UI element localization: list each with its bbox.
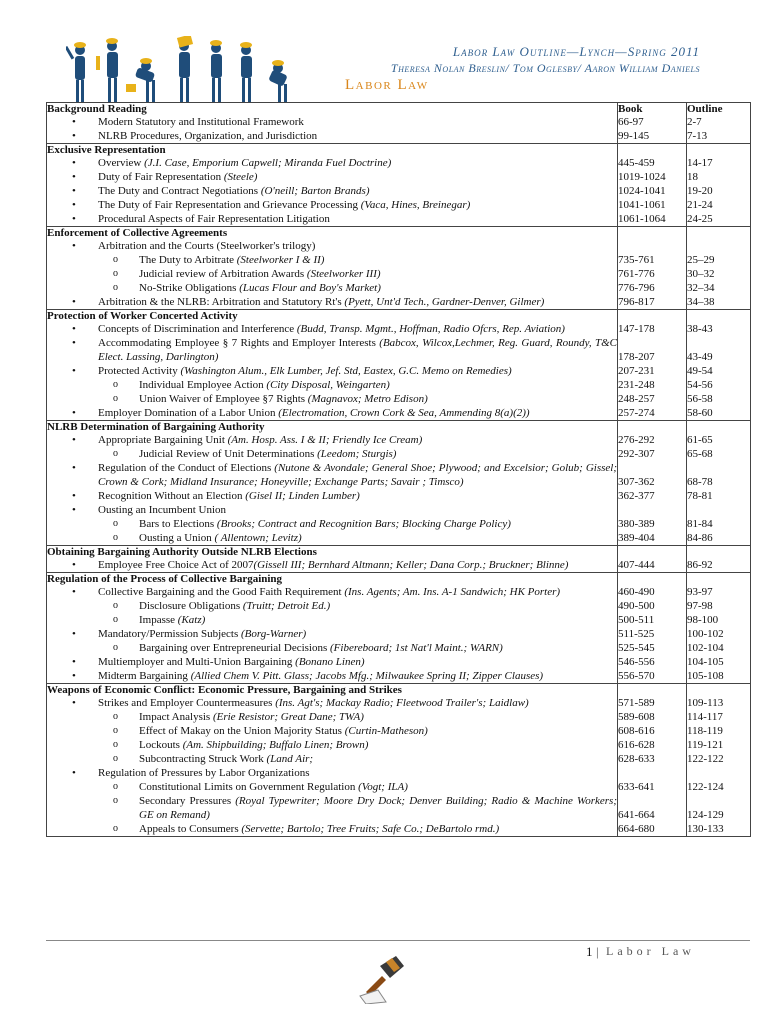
item-text: Collective Bargaining and the Good Faith Requirement [98, 586, 345, 598]
header-spacer [687, 573, 750, 585]
book-pages: 500-511 [618, 614, 655, 626]
item-text: Modern Statutory and Institutional Framework [98, 116, 304, 128]
outline-item [47, 184, 617, 198]
outline-pages: 56-58 [687, 393, 713, 405]
section-outline-pages [687, 103, 751, 144]
book-pages: 231-248 [618, 379, 655, 391]
item-text: Strikes and Employer Countermeasures [98, 697, 276, 709]
footer-separator: | [596, 944, 599, 959]
book-pages: 761-776 [618, 268, 655, 280]
item-text: Regulation of Pressures by Labor Organizations [98, 767, 310, 779]
outline-pages: 54-56 [687, 379, 713, 391]
construction-workers-logo [66, 36, 306, 106]
book-pages: 546-556 [618, 656, 655, 668]
outline-pages: 43-49 [687, 351, 713, 363]
item-text: No-Strike Obligations [139, 282, 240, 294]
outline-item [47, 447, 617, 461]
outline-item [47, 655, 617, 669]
outline-item [47, 392, 617, 406]
outline-item [47, 627, 617, 641]
item-citation: (Brooks; Contract and Recognition Bars; Blocking Charge Policy) [216, 518, 511, 530]
section-title: Exclusive Representation [47, 144, 166, 156]
outline-item [47, 696, 617, 710]
header-authors-line: Theresa Nolan Breslin/ Tom Oglesby/ Aaron William Daniels [390, 61, 700, 75]
header-spacer [687, 144, 750, 156]
outline-column-header: Outline [687, 103, 723, 115]
item-citation: (Erie Resistor; Great Dane; TWA) [212, 711, 364, 723]
book-pages: 1024-1041 [618, 185, 666, 197]
outline-item [47, 822, 617, 836]
outline-item [47, 710, 617, 724]
book-pages: 628-633 [618, 753, 655, 765]
item-text: Regulation of the Conduct of Elections [98, 462, 275, 474]
outline-item [47, 669, 617, 683]
outline-item [47, 461, 617, 489]
item-citation: (Ins. Agents; Am. Ins. A-1 Sandwich; HK Porter) [344, 586, 561, 598]
item-text: Disclosure Obligations [139, 600, 243, 612]
header-spacer [618, 144, 686, 156]
book-pages: 589-608 [618, 711, 655, 723]
book-pages: 616-628 [618, 739, 655, 751]
outline-pages: 61-65 [687, 434, 713, 446]
footer-divider [46, 940, 750, 941]
section-book-pages [618, 227, 687, 310]
section-book-pages [618, 684, 687, 837]
book-pages: 292-307 [618, 448, 655, 460]
item-citation: (Washington Alum., Elk Lumber, Jef. Std, Eastex, G.C. Memo on Remedies) [180, 365, 512, 377]
section-book-pages [618, 310, 687, 421]
item-citation: (Royal Typewriter; Moore Dry Dock; Denver Building; Radio & Machine Workers; GE on Remand) [139, 795, 617, 821]
book-pages: 556-570 [618, 670, 655, 682]
section-book-pages [618, 144, 687, 227]
section-outline-pages [687, 421, 751, 546]
section-book-pages [618, 103, 687, 144]
outline-pages: 102-104 [687, 642, 724, 654]
section-row [47, 546, 751, 573]
outline-pages: 130-133 [687, 823, 724, 835]
outline-item [47, 558, 617, 572]
outline-item [47, 364, 617, 378]
section-book-pages [618, 573, 687, 684]
outline-item [47, 517, 617, 531]
book-pages: 178-207 [618, 351, 655, 363]
outline-item [47, 766, 617, 780]
book-pages: 796-817 [618, 296, 655, 308]
outline-pages: 78-81 [687, 490, 713, 502]
outline-pages: 25–29 [687, 254, 715, 266]
outline-pages: 124-129 [687, 809, 724, 821]
header-spacer [687, 421, 750, 433]
outline-pages: 122-124 [687, 781, 724, 793]
book-pages: 147-178 [618, 323, 655, 335]
outline-item [47, 336, 617, 364]
outline-pages: 104-105 [687, 656, 724, 668]
outline-pages: 68-78 [687, 476, 713, 488]
section-topics [47, 103, 618, 144]
section-book-pages [618, 421, 687, 546]
book-pages: 99-145 [618, 130, 650, 142]
page-number: 1 [586, 944, 593, 959]
outline-item [47, 406, 617, 420]
item-text: Concepts of Discrimination and Interference [98, 323, 297, 335]
item-citation: (Lucas Flour and Boy's Market) [239, 282, 381, 294]
outline-pages: 21-24 [687, 199, 713, 211]
book-pages: 1041-1061 [618, 199, 666, 211]
outline-item [47, 212, 617, 226]
item-citation: (Servette; Bartolo; Tree Fruits; Safe Co.; DeBartolo rmd.) [241, 823, 500, 835]
item-text: Union Waiver of Employee §7 Rights [139, 393, 308, 405]
item-text: Judicial Review of Unit Determinations [139, 448, 318, 460]
item-citation: (O'neill; Barton Brands) [260, 185, 370, 197]
document-title: Labor Law [345, 77, 429, 93]
section-title: Enforcement of Collective Agreements [47, 227, 228, 239]
header-spacer [618, 546, 686, 558]
section-topics [47, 144, 618, 227]
item-text: Procedural Aspects of Fair Representation Litigation [98, 213, 330, 225]
book-pages: 362-377 [618, 490, 655, 502]
header-spacer [618, 421, 686, 433]
outline-pages: 38-43 [687, 323, 713, 335]
item-citation: (Land Air; [266, 753, 314, 765]
section-row [47, 103, 751, 144]
outline-item [47, 295, 617, 309]
section-row [47, 684, 751, 837]
book-pages: 1019-1024 [618, 171, 666, 183]
item-citation: (Electromation, Crown Cork & Sea, Ammending 8(a)(2)) [278, 407, 530, 419]
outline-pages: 18 [687, 171, 698, 183]
page-header [0, 0, 768, 100]
outline-pages: 14-17 [687, 157, 713, 169]
header-spacer [618, 310, 686, 322]
outline-item [47, 156, 617, 170]
outline-item [47, 433, 617, 447]
book-pages: 641-664 [618, 809, 655, 821]
outline-item [47, 738, 617, 752]
item-text: The Duty and Contract Negotiations [98, 185, 261, 197]
outline-pages: 122-122 [687, 753, 724, 765]
book-pages: 735-761 [618, 254, 655, 266]
outline-pages: 2-7 [687, 116, 702, 128]
section-title: Obtaining Bargaining Authority Outside NLRB Elections [47, 546, 317, 558]
section-title: NLRB Determination of Bargaining Authority [47, 421, 265, 433]
section-title: Protection of Worker Concerted Activity [47, 310, 238, 322]
outline-item [47, 253, 617, 267]
item-text: Effect of Makay on the Union Majority Status [139, 725, 345, 737]
item-citation: (Curtin-Matheson) [344, 725, 428, 737]
item-citation: (Am. Hosp. Ass. I & II; Friendly Ice Cream) [227, 434, 423, 446]
book-pages: 445-459 [618, 157, 655, 169]
section-title: Background Reading [47, 103, 147, 115]
item-text: Employee Free Choice Act of 2007 [98, 559, 254, 571]
outline-pages: 84-86 [687, 532, 713, 544]
item-text: Subcontracting Struck Work [139, 753, 267, 765]
item-text: Impact Analysis [139, 711, 213, 723]
book-pages: 257-274 [618, 407, 655, 419]
section-topics [47, 546, 618, 573]
item-text: Impasse [139, 614, 178, 626]
book-pages: 1061-1064 [618, 213, 666, 225]
outline-item [47, 613, 617, 627]
outline-item [47, 503, 617, 517]
outline-item [47, 752, 617, 766]
outline-item [47, 780, 617, 794]
item-citation: (Vogt; ILA) [358, 781, 408, 793]
item-citation: (Babcox, Wilcox,Lechmer, Reg. Guard, Roundy, T&C Elect. Lassing, Darlington) [98, 337, 617, 363]
section-outline-pages [687, 144, 751, 227]
item-citation: (Allied Chem V. Pitt. Glass; Jacobs Mfg.; Milwaukee Spring II; Zipper Clauses) [190, 670, 544, 682]
section-outline-pages [687, 546, 751, 573]
section-topics [47, 684, 618, 837]
item-text: Arbitration and the Courts (Steelworker's trilogy) [98, 240, 316, 252]
outline-pages: 30–32 [687, 268, 715, 280]
outline-pages: 98-100 [687, 614, 719, 626]
outline-pages: 119-121 [687, 739, 724, 751]
section-topics [47, 310, 618, 421]
item-text: Employer Domination of a Labor Union [98, 407, 279, 419]
outline-item [47, 115, 617, 129]
outline-pages: 105-108 [687, 670, 724, 682]
section-topics [47, 227, 618, 310]
section-outline-pages [687, 573, 751, 684]
outline-pages: 109-113 [687, 697, 724, 709]
header-spacer [618, 227, 686, 239]
outline-pages: 114-117 [687, 711, 723, 723]
book-pages: 664-680 [618, 823, 655, 835]
item-text: Overview [98, 157, 145, 169]
item-text: Arbitration & the NLRB: Arbitration and Statutory Rt's [98, 296, 345, 308]
footer-label: Labor Law [606, 944, 695, 958]
outline-item [47, 170, 617, 184]
outline-item [47, 281, 617, 295]
item-text: Protected Activity [98, 365, 181, 377]
section-row [47, 227, 751, 310]
outline-item [47, 489, 617, 503]
item-text: Accommodating Employee § 7 Rights and Employer Interests [98, 337, 380, 349]
book-pages: 633-641 [618, 781, 655, 793]
item-citation: (Gisel II; Linden Lumber) [245, 490, 360, 502]
item-citation: (City Disposal, Weingarten) [266, 379, 390, 391]
item-text: Individual Employee Action [139, 379, 267, 391]
book-pages: 490-500 [618, 600, 655, 612]
outline-item [47, 129, 617, 143]
hammer-icon [356, 948, 410, 1004]
section-outline-pages [687, 227, 751, 310]
outline-pages: 93-97 [687, 586, 713, 598]
outline-item [47, 531, 617, 545]
header-spacer [618, 684, 686, 696]
outline-item [47, 198, 617, 212]
item-citation: (Budd, Transp. Mgmt., Hoffman, Radio Ofcrs, Rep. Aviation) [296, 323, 565, 335]
outline-pages: 100-102 [687, 628, 724, 640]
outline-item [47, 239, 617, 253]
book-pages: 511-525 [618, 628, 655, 640]
header-spacer [687, 546, 750, 558]
header-course-line: Labor Law Outline—Lynch—Spring 2011 [452, 44, 700, 59]
header-spacer [687, 684, 750, 696]
item-text: The Duty of Fair Representation and Grievance Processing [98, 199, 361, 211]
item-citation: (Pyett, Unt'd Tech., Gardner-Denver, Gilmer) [344, 296, 545, 308]
section-title: Regulation of the Process of Collective Bargaining [47, 573, 283, 585]
book-pages: 307-362 [618, 476, 655, 488]
outline-item [47, 641, 617, 655]
item-text: Midterm Bargaining [98, 670, 191, 682]
item-text: Mandatory/Permission Subjects [98, 628, 241, 640]
item-text: Constitutional Limits on Government Regulation [139, 781, 359, 793]
book-pages: 608-616 [618, 725, 655, 737]
item-citation: ( Allentown; Levitz) [214, 532, 302, 544]
item-text: Multiemployer and Multi-Union Bargaining [98, 656, 296, 668]
item-text: Appeals to Consumers [139, 823, 242, 835]
item-text: Lockouts [139, 739, 183, 751]
item-text: Bars to Elections [139, 518, 217, 530]
book-pages: 66-97 [618, 116, 644, 128]
outline-item [47, 322, 617, 336]
item-citation: (Steele) [223, 171, 258, 183]
outline-item [47, 267, 617, 281]
outline-pages: 19-20 [687, 185, 713, 197]
item-citation: (Steelworker I & II) [236, 254, 325, 266]
item-citation: (Borg-Warner) [241, 628, 307, 640]
outline-pages: 97-98 [687, 600, 713, 612]
section-row [47, 310, 751, 421]
book-pages: 389-404 [618, 532, 655, 544]
outline-item [47, 585, 617, 599]
outline-pages: 7-13 [687, 130, 708, 142]
section-topics [47, 421, 618, 546]
outline-item [47, 724, 617, 738]
book-pages: 207-231 [618, 365, 655, 377]
book-pages: 571-589 [618, 697, 655, 709]
section-row [47, 421, 751, 546]
outline-pages: 58-60 [687, 407, 713, 419]
item-text: Duty of Fair Representation [98, 171, 224, 183]
item-text: Ousting a Union [139, 532, 215, 544]
outline-pages: 86-92 [687, 559, 713, 571]
book-pages: 248-257 [618, 393, 655, 405]
item-text: Bargaining over Entrepreneurial Decisions [139, 642, 331, 654]
outline-table [46, 102, 751, 837]
section-title: Weapons of Economic Conflict: Economic Pressure, Bargaining and Strikes [47, 684, 402, 696]
item-citation: (Leedom; Sturgis) [317, 448, 397, 460]
item-text: Appropriate Bargaining Unit [98, 434, 228, 446]
book-pages: 460-490 [618, 586, 655, 598]
book-pages: 407-444 [618, 559, 655, 571]
outline-pages: 118-119 [687, 725, 723, 737]
item-citation: (Bonano Linen) [295, 656, 365, 668]
item-citation: (Nutone & Avondale; General Shoe; Plywood; and Excelsior; Golub; Gissel; Crown & Cork; Midland Insurance; Honeyville; Exchange Parts; Savair ; Timsco) [98, 462, 617, 488]
outline-pages: 65-68 [687, 448, 713, 460]
outline-item [47, 378, 617, 392]
section-outline-pages [687, 310, 751, 421]
item-citation: (Katz) [177, 614, 206, 626]
item-text: Recognition Without an Election [98, 490, 246, 502]
item-text: Judicial review of Arbitration Awards [139, 268, 307, 280]
outline-pages: 81-84 [687, 518, 713, 530]
section-topics [47, 573, 618, 684]
item-text: Secondary Pressures [139, 795, 236, 807]
book-pages: 525-545 [618, 642, 655, 654]
section-outline-pages [687, 684, 751, 837]
header-spacer [618, 573, 686, 585]
book-pages: 776-796 [618, 282, 655, 294]
header-spacer [687, 227, 750, 239]
section-row [47, 144, 751, 227]
item-citation: (Am. Shipbuilding; Buffalo Linen; Brown) [182, 739, 369, 751]
outline-pages: 49-54 [687, 365, 713, 377]
item-text: The Duty to Arbitrate [139, 254, 237, 266]
item-text: NLRB Procedures, Organization, and Jurisdiction [98, 130, 318, 142]
item-citation: (J.I. Case, Emporium Capwell; Miranda Fuel Doctrine) [144, 157, 392, 169]
outline-pages: 34–38 [687, 296, 715, 308]
item-citation: (Ins. Agt's; Mackay Radio; Fleetwood Trailer's; Laidlaw) [275, 697, 529, 709]
book-pages: 380-389 [618, 518, 655, 530]
item-citation: (Vaca, Hines, Breinegar) [360, 199, 471, 211]
item-citation: (Magnavox; Metro Edison) [307, 393, 428, 405]
item-citation: (Gissell III; Bernhard Altmann; Keller; Dana Corp.; Bruckner; Blinne) [253, 559, 569, 571]
outline-item [47, 794, 617, 822]
item-citation: (Truitt; Detroit Ed.) [242, 600, 331, 612]
section-book-pages [618, 546, 687, 573]
item-citation: (Steelworker III) [306, 268, 381, 280]
header-spacer [687, 310, 750, 322]
outline-pages: 24-25 [687, 213, 713, 225]
outline-pages: 32–34 [687, 282, 715, 294]
section-row [47, 573, 751, 684]
book-column-header: Book [618, 103, 643, 115]
item-text: Ousting an Incumbent Union [98, 504, 227, 516]
outline-item [47, 599, 617, 613]
book-pages: 276-292 [618, 434, 655, 446]
item-citation: (Fibereboard; 1st Nat'l Maint.; WARN) [330, 642, 503, 654]
